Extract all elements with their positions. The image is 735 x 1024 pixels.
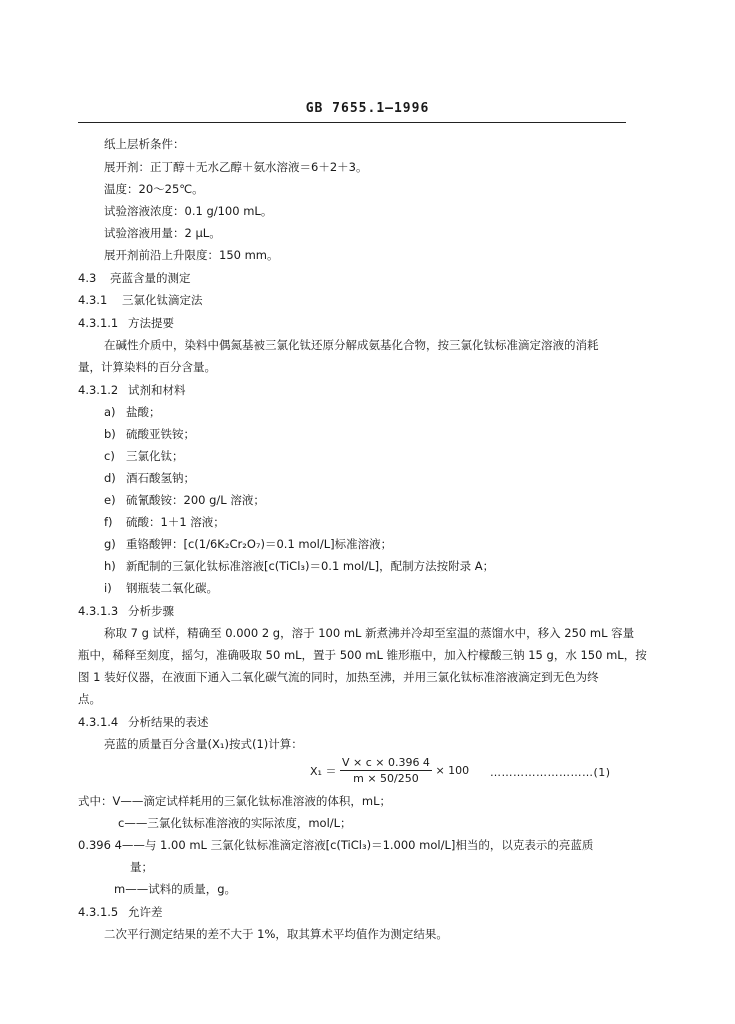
section-title: 方法提要 bbox=[128, 316, 174, 330]
condition-line: 试验溶液用量：2 μL。 bbox=[104, 226, 221, 240]
list-text: 硫氰酸铵：200 g/L 溶液； bbox=[126, 493, 265, 507]
list-item bbox=[104, 515, 225, 529]
formula-1 bbox=[310, 756, 469, 785]
section-number: 4.3.1.5 bbox=[78, 905, 119, 919]
list-item bbox=[104, 559, 494, 573]
def-symbol: V bbox=[112, 794, 121, 808]
condition-line: 温度：20～25℃。 bbox=[104, 182, 204, 196]
list-text: 盐酸； bbox=[126, 405, 161, 419]
paragraph-line: 瓶中，稀释至刻度，摇匀，准确吸取 50 mL，置于 500 mL 锥形瓶中，加入柠檬酸三钠 15 g，水 150 mL，按 bbox=[78, 648, 647, 662]
section-number: 4.3.1 bbox=[78, 293, 108, 307]
where-definition-cont bbox=[130, 860, 153, 874]
section-4-3-1 bbox=[78, 293, 203, 307]
list-key: e) bbox=[104, 493, 116, 507]
list-key: a) bbox=[104, 405, 116, 419]
paragraph-line: 点。 bbox=[78, 692, 101, 706]
def-text: 量； bbox=[130, 860, 153, 874]
list-text: 新配制的三氯化钛标准溶液[c(TiCl₃)＝0.1 mol/L]，配制方法按附录 A； bbox=[126, 559, 495, 573]
list-key: d) bbox=[104, 471, 116, 485]
condition-line: 试验溶液浓度：0.1 g/100 mL。 bbox=[104, 204, 273, 218]
list-item bbox=[104, 449, 184, 463]
paragraph-line: 量，计算染料的百分含量。 bbox=[78, 360, 216, 374]
list-key: h) bbox=[104, 559, 116, 573]
paper-conditions-heading: 纸上层析条件： bbox=[104, 137, 185, 151]
list-text: 三氯化钛； bbox=[126, 449, 184, 463]
list-text: 重铬酸钾：[c(1/6K₂Cr₂O₇)＝0.1 mol/L]标准溶液； bbox=[126, 537, 393, 551]
formula-fraction bbox=[340, 756, 432, 785]
section-number: 4.3.1.4 bbox=[78, 715, 119, 729]
def-symbol: 0.396 4 bbox=[78, 838, 122, 852]
section-4-3-1-4 bbox=[78, 715, 209, 729]
formula-lhs: X₁ ＝ bbox=[310, 764, 337, 778]
list-item bbox=[104, 405, 161, 419]
def-text: ——三氯化钛标准溶液的实际浓度，mol/L； bbox=[124, 816, 352, 830]
section-4-3-1-1 bbox=[78, 316, 174, 330]
section-number: 4.3.1.1 bbox=[78, 316, 119, 330]
condition-line: 展开剂前沿上升限度：150 mm。 bbox=[104, 248, 279, 262]
paragraph-line: 称取 7 g 试样，精确至 0.000 2 g，溶于 100 mL 新煮沸并冷却至室温的蒸馏水中，移入 250 mL 容量 bbox=[104, 626, 635, 640]
list-item bbox=[104, 581, 218, 595]
section-4-3 bbox=[78, 271, 191, 285]
section-title: 试剂和材料 bbox=[128, 383, 186, 397]
condition-line: 展开剂：正丁醇＋无水乙醇＋氨水溶液＝6＋2＋3。 bbox=[104, 160, 368, 174]
formula-intro: 亮蓝的质量百分含量(X₁)按式(1)计算： bbox=[104, 737, 303, 751]
formula-numerator: V × c × 0.396 4 bbox=[341, 756, 430, 769]
section-title: 分析步骤 bbox=[128, 604, 174, 618]
list-text: 硫酸：1＋1 溶液； bbox=[126, 515, 225, 529]
paragraph-line: 二次平行测定结果的差不大于 1%，取其算术平均值作为测定结果。 bbox=[104, 927, 448, 941]
formula-denominator: m × 50/250 bbox=[353, 772, 419, 785]
section-4-3-1-3 bbox=[78, 604, 174, 618]
list-key: b) bbox=[104, 427, 116, 441]
list-key: g) bbox=[104, 537, 116, 551]
section-number: 4.3.1.2 bbox=[78, 383, 119, 397]
def-symbol: m bbox=[114, 882, 126, 896]
list-item bbox=[104, 493, 265, 507]
def-text: ——滴定试样耗用的三氯化钛标准溶液的体积，mL； bbox=[120, 794, 391, 808]
list-item bbox=[104, 427, 195, 441]
section-number: 4.3 bbox=[78, 271, 97, 285]
where-label: 式中： bbox=[78, 794, 113, 808]
paragraph-line: 在碱性介质中，染料中偶氮基被三氯化钛还原分解成氨基化合物，按三氯化钛标准滴定溶液的消耗 bbox=[104, 338, 599, 352]
where-definition bbox=[78, 838, 593, 852]
paragraph-line: 图 1 装好仪器，在液面下通入二氧化碳气流的同时，加热至沸，并用三氯化钛标准溶液滴定到无色为终 bbox=[78, 670, 599, 684]
section-4-3-1-5 bbox=[78, 905, 163, 919]
def-text: ——试料的质量，g。 bbox=[125, 882, 237, 896]
def-symbol: c bbox=[118, 816, 125, 830]
list-item bbox=[104, 471, 195, 485]
list-text: 酒石酸氢钠； bbox=[126, 471, 195, 485]
section-4-3-1-2 bbox=[78, 383, 186, 397]
list-key: i) bbox=[104, 581, 112, 595]
list-key: c) bbox=[104, 449, 115, 463]
section-number: 4.3.1.3 bbox=[78, 604, 119, 618]
list-text: 钢瓶装二氧化碳。 bbox=[126, 581, 218, 595]
section-title: 允许差 bbox=[128, 905, 163, 919]
list-key: f) bbox=[104, 515, 113, 529]
standard-code-header: GB 7655.1—1996 bbox=[305, 101, 430, 116]
section-title: 分析结果的表述 bbox=[128, 715, 209, 729]
header-rule bbox=[78, 122, 626, 123]
list-text: 硫酸亚铁铵； bbox=[126, 427, 195, 441]
def-text: ——与 1.00 mL 三氯化钛标准滴定溶液[c(TiCl₃)＝1.000 mol/L]相当的，以克表示的亮蓝质 bbox=[121, 838, 594, 852]
where-definition bbox=[78, 794, 391, 808]
where-definition bbox=[114, 882, 236, 896]
where-definition bbox=[118, 816, 352, 830]
list-item bbox=[104, 537, 392, 551]
section-title: 亮蓝含量的测定 bbox=[110, 271, 191, 285]
section-title: 三氯化钛滴定法 bbox=[122, 293, 203, 307]
equation-number: ………………………(1) bbox=[490, 766, 611, 779]
formula-tail: × 100 bbox=[435, 764, 470, 777]
